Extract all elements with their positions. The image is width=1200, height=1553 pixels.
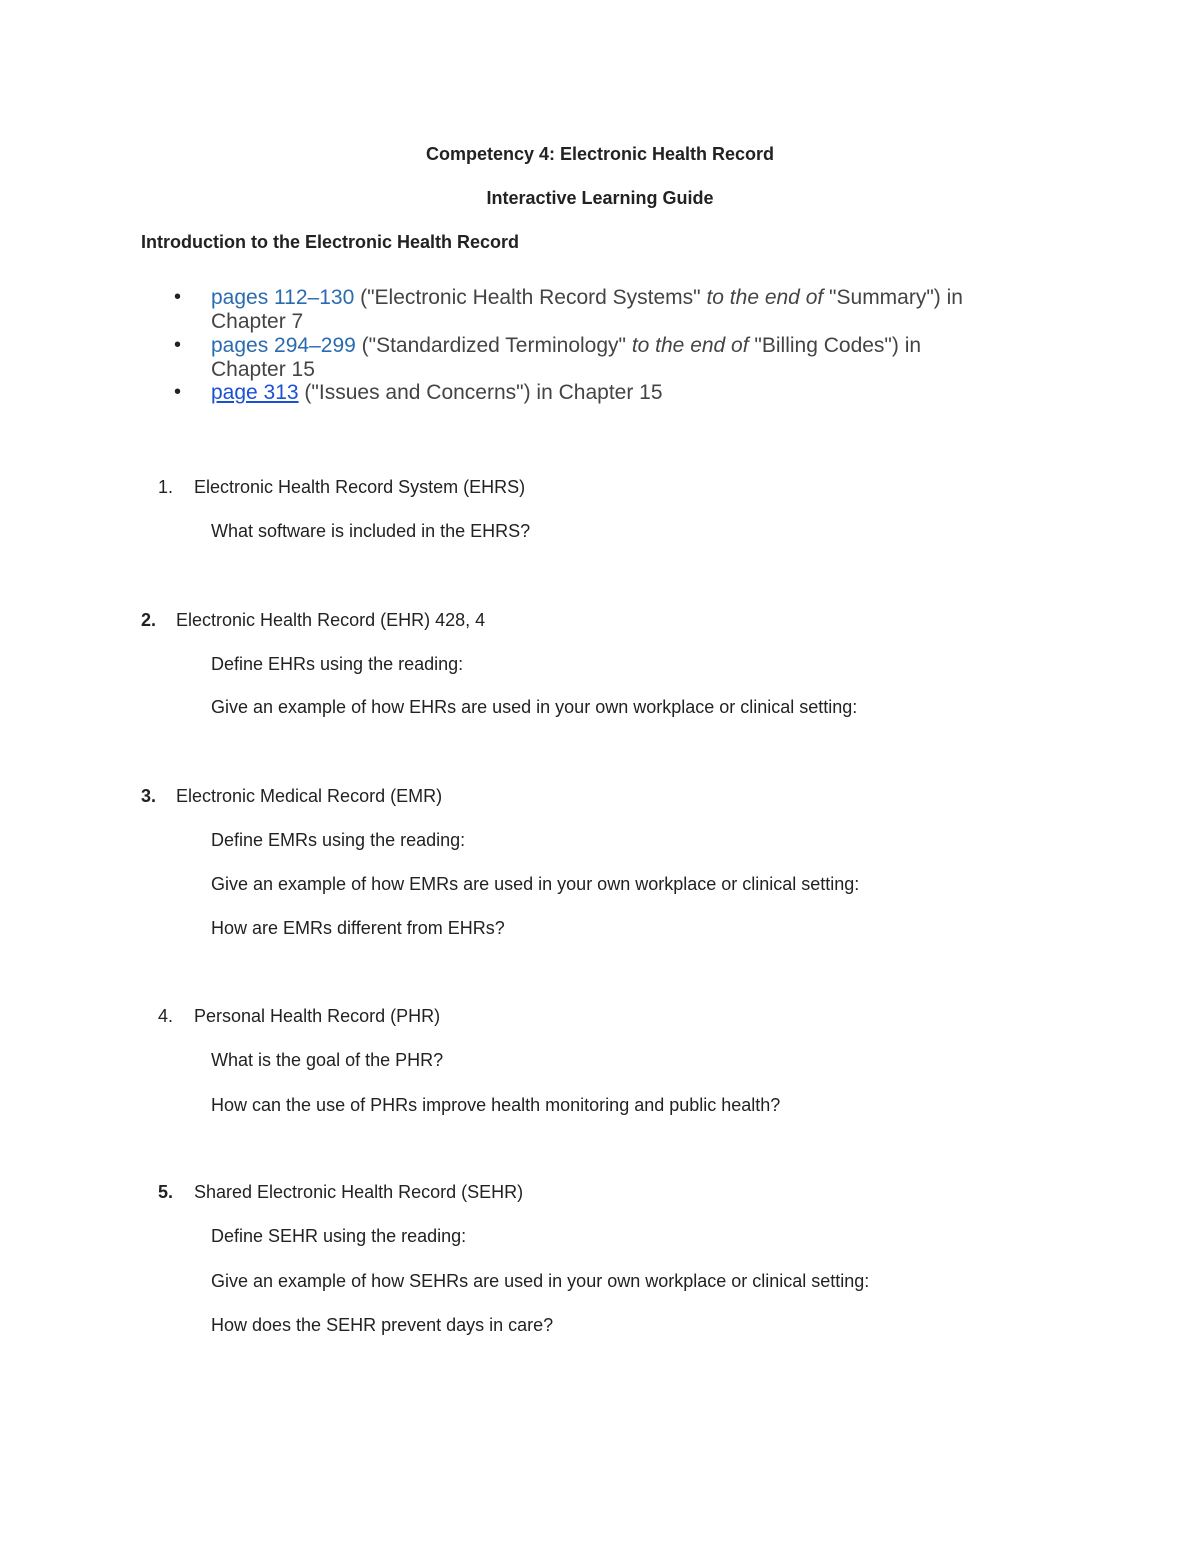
item-title: Electronic Health Record System (EHRS) <box>194 477 526 497</box>
question: Define SEHR using the reading: <box>211 1226 467 1246</box>
item-number: 1. <box>158 477 174 497</box>
reading-link[interactable]: pages 112–130 <box>211 286 355 309</box>
item-number: 2. <box>141 610 157 630</box>
question: What is the goal of the PHR? <box>211 1050 444 1070</box>
question: Define EHRs using the reading: <box>211 654 464 674</box>
question: Give an example of how EHRs are used in your own workplace or clinical setting: <box>211 697 858 717</box>
bullet-icon: • <box>174 381 182 403</box>
reading-link[interactable]: page 313 <box>211 381 299 404</box>
reading-item <box>211 286 963 334</box>
item-number: 5. <box>158 1182 174 1202</box>
question: Give an example of how EMRs are used in your own workplace or clinical setting: <box>211 874 860 894</box>
document-title: Competency 4: Electronic Health Record <box>425 144 775 164</box>
question: How are EMRs different from EHRs? <box>211 918 505 938</box>
reading-text: ("Standardized Terminology" <box>355 334 632 357</box>
reading-item <box>211 334 921 382</box>
question: How does the SEHR prevent days in care? <box>211 1315 554 1335</box>
reading-link[interactable]: pages 294–299 <box>211 334 356 357</box>
reading-text: ("Issues and Concerns") in Chapter 15 <box>298 381 663 404</box>
item-number: 3. <box>141 786 157 806</box>
question: Give an example of how SEHRs are used in your own workplace or clinical setting: <box>211 1271 870 1291</box>
reading-text: "Billing Codes") in <box>748 334 922 357</box>
question: Define EMRs using the reading: <box>211 830 466 850</box>
item-title: Personal Health Record (PHR) <box>194 1006 441 1026</box>
bullet-icon: • <box>174 286 182 308</box>
reading-text: ("Electronic Health Record Systems" <box>354 286 707 309</box>
reading-item <box>211 381 663 405</box>
section-heading: Introduction to the Electronic Health Record <box>141 232 520 252</box>
bullet-icon: • <box>174 334 182 356</box>
question: How can the use of PHRs improve health monitoring and public health? <box>211 1095 781 1115</box>
item-title: Shared Electronic Health Record (SEHR) <box>194 1182 524 1202</box>
reading-italic: to the end of <box>706 286 824 309</box>
reading-chapter: Chapter 7 <box>211 310 304 333</box>
item-title: Electronic Medical Record (EMR) <box>176 786 443 806</box>
item-number: 4. <box>158 1006 174 1026</box>
question: What software is included in the EHRS? <box>211 521 531 541</box>
reading-chapter: Chapter 15 <box>211 358 315 381</box>
item-title: Electronic Health Record (EHR) 428, 4 <box>176 610 486 630</box>
reading-italic: to the end of <box>631 334 749 357</box>
document-subtitle: Interactive Learning Guide <box>486 188 714 208</box>
reading-text: "Summary") in <box>823 286 963 309</box>
